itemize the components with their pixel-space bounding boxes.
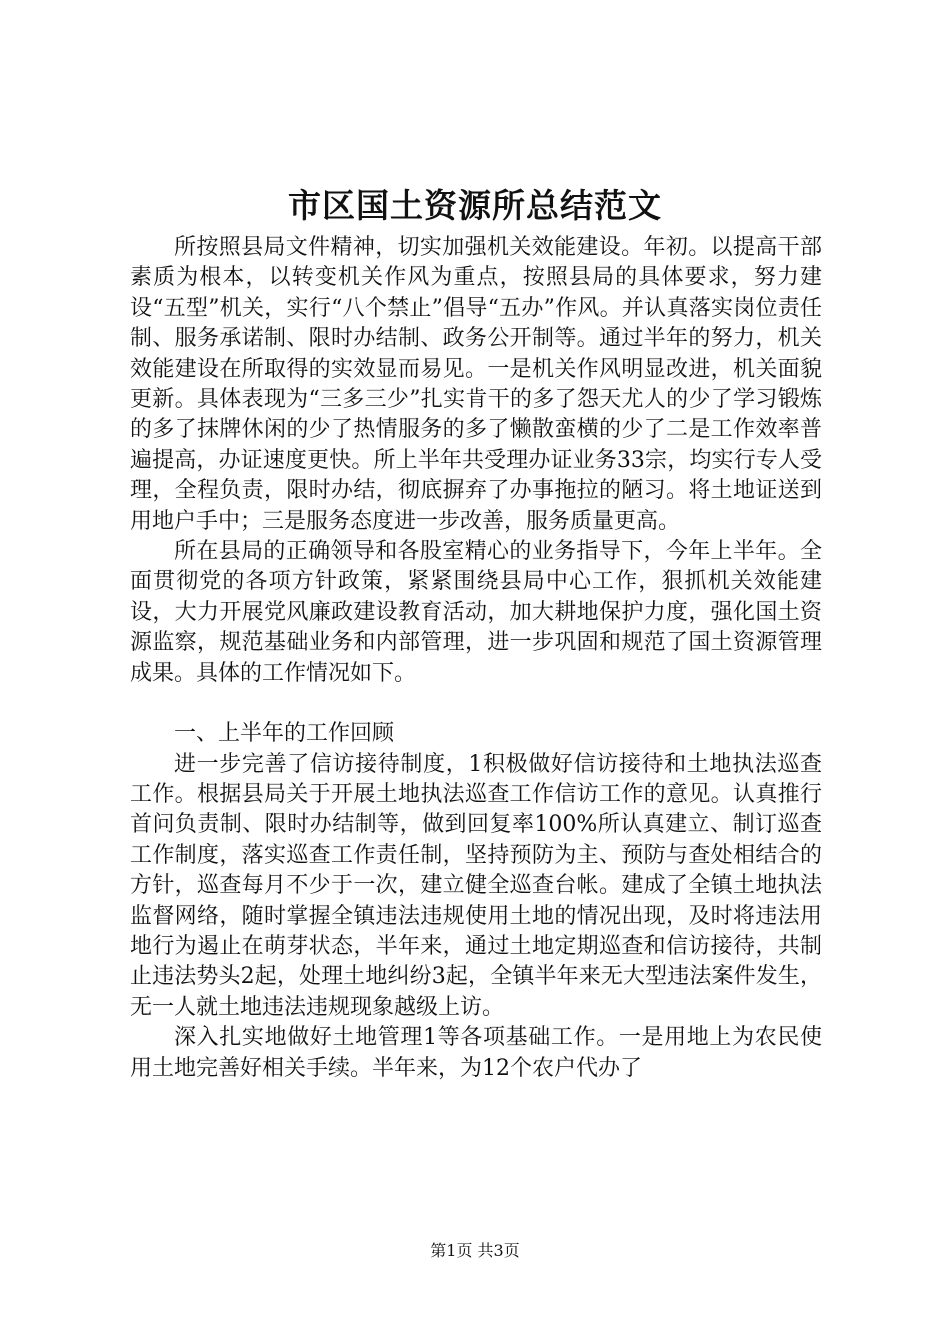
paragraph-intro: 所按照县局文件精神，切实加强机关效能建设。年初。以提高干部素质为根本，以转变机关作风为重点，按照县局的具体要求，努力建设“五型”机关，实行“八个禁止”倡导“五办”作风。并认真落实岗位责任制、服务承诺制、限时办结制、政务公开制等。通过半年的努力，机关效能建设在所取得的实效显而易见。一是机关作风明显改进，机关面貌更新。具体表现为“三多三少”扎实肯干的多了怨天尤人的少了学习锻炼的多了抹牌休闲的少了热情服务的多了懒散蛮横的少了二是工作效率普遍提高，办证速度更快。所上半年共受理办证业务33宗，均实行专人受理，全程负责，限时办结，彻底摒弃了办事拖拉的陋习。将土地证送到用地户手中；三是服务态度进一步改善，服务质量更高。 — [130, 235, 822, 534]
page-footer: 第1页 共3页 — [430, 1241, 520, 1260]
section-heading: 一、上半年的工作回顾 — [174, 721, 395, 747]
document-body — [130, 233, 822, 1084]
paragraph-petition-work: 进一步完善了信访接待制度，1积极做好信访接待和土地执法巡查工作。根据县局关于开展土地执法巡查工作信访工作的意见。认真推行首问负责制、限时办结制等，做到回复率100%所认真建立、制订巡查工作制度，落实巡查工作责任制，坚持预防为主、预防与查处相结合的方针，巡查每月不少于一次，建立健全巡查台帐。建成了全镇土地执法监督网络，随时掌握全镇违法违规使用土地的情况出现，及时将违法用地行为遏止在萌芽状态，半年来，通过土地定期巡查和信访接待，共制止违法势头2起，处理土地纠纷3起，全镇半年来无大型违法案件发生，无一人就土地违法违规现象越级上访。 — [130, 751, 822, 1020]
paragraph-summary: 所在县局的正确领导和各股室精心的业务指导下，今年上半年。全面贯彻党的各项方针政策，紧紧围绕县局中心工作，狠抓机关效能建设，大力开展党风廉政建设教育活动，加大耕地保护力度，强化国土资源监察，规范基础业务和内部管理，进一步巩固和规范了国土资源管理成果。具体的工作情况如下。 — [130, 539, 822, 686]
paragraph-land-management: 深入扎实地做好土地管理1等各项基础工作。一是用地上为农民使用土地完善好相关手续。半年来，为12个农户代办了 — [130, 1025, 822, 1081]
document-title: 市区国土资源所总结范文 — [288, 186, 662, 225]
